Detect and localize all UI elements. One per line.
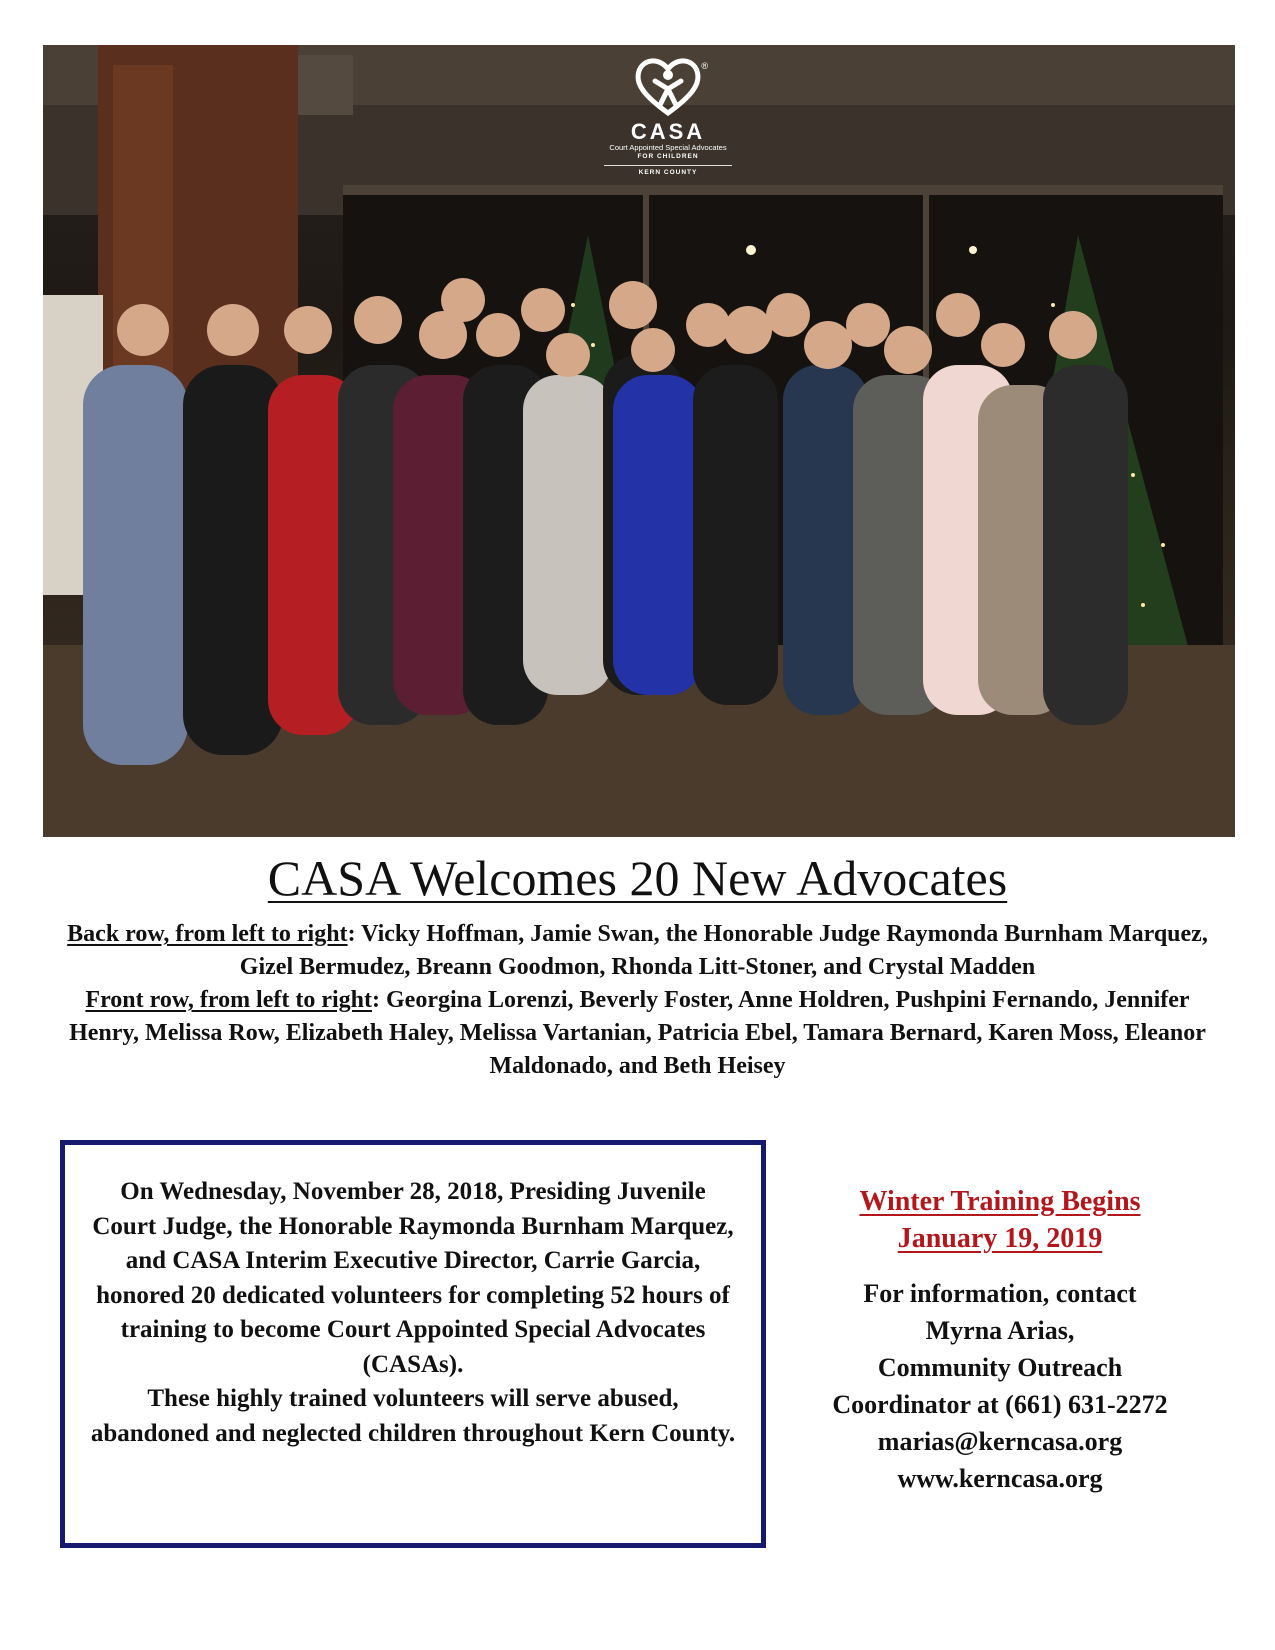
story-paragraph-1: On Wednesday, November 28, 2018, Presiding Juvenile Court Judge, the Honorable Raymonda Burnham Marquez, and CASA Interim Executive Director, Carrie Garcia, honored 20 dedicated volunteers for completing 52 hours of training to become Court Appointed Special Advocates (CASAs). (92, 1178, 734, 1378)
contact-line-1: For information, contact (863, 1279, 1137, 1308)
contact-email[interactable]: marias@kerncasa.org (877, 1427, 1123, 1456)
front-row-caption (60, 984, 1215, 1083)
front-row-names: : Georgina Lorenzi, Beverly Foster, Anne Holdren, Pushpini Fernando, Jennifer Henry, Melissa Row, Elizabeth Haley, Melissa Vartanian, Patricia Ebel, Tamara Bernard, Karen Moss, Eleanor Maldonado, and Beth Heisey (69, 987, 1206, 1079)
contact-website[interactable]: www.kerncasa.org (897, 1464, 1103, 1493)
heart-figure-icon (633, 55, 703, 117)
training-line-2: January 19, 2019 (897, 1223, 1103, 1254)
back-row-caption (60, 918, 1215, 984)
group-photo (43, 45, 1235, 837)
logo-county: KERN COUNTY (638, 169, 698, 176)
contact-line-3: Community Outreach (877, 1353, 1123, 1382)
front-row-label: Front row, from left to right (85, 987, 373, 1013)
logo-mark: CASA (630, 119, 706, 144)
registered-mark: ® (701, 61, 708, 71)
contact-info (790, 1275, 1210, 1497)
logo-rule (604, 165, 732, 166)
photo-captions (60, 918, 1215, 1083)
contact-line-4: Coordinator at (661) 631-2272 (832, 1390, 1168, 1419)
headline (0, 848, 1275, 908)
logo-subtitle: Court Appointed Special Advocates (609, 143, 727, 152)
training-info (790, 1183, 1210, 1497)
back-row-label: Back row, from left to right (67, 921, 348, 947)
contact-line-2: Myrna Arias, (925, 1316, 1075, 1345)
story-text (87, 1175, 739, 1451)
training-line-1: Winter Training Begins (859, 1186, 1141, 1217)
logo-subtitle-2: FOR CHILDREN (637, 153, 699, 160)
training-announcement (790, 1183, 1210, 1257)
casa-logo (598, 55, 738, 176)
story-box (60, 1140, 766, 1548)
headline-text: CASA Welcomes 20 New Advocates (267, 850, 1008, 906)
story-paragraph-2: These highly trained volunteers will serve abused, abandoned and neglected children throughout Kern County. (90, 1385, 736, 1447)
back-row-names: : Vicky Hoffman, Jamie Swan, the Honorable Judge Raymonda Burnham Marquez, Gizel Bermudez, Breann Goodmon, Rhonda Litt-Stoner, and Crystal Madden (239, 921, 1208, 980)
